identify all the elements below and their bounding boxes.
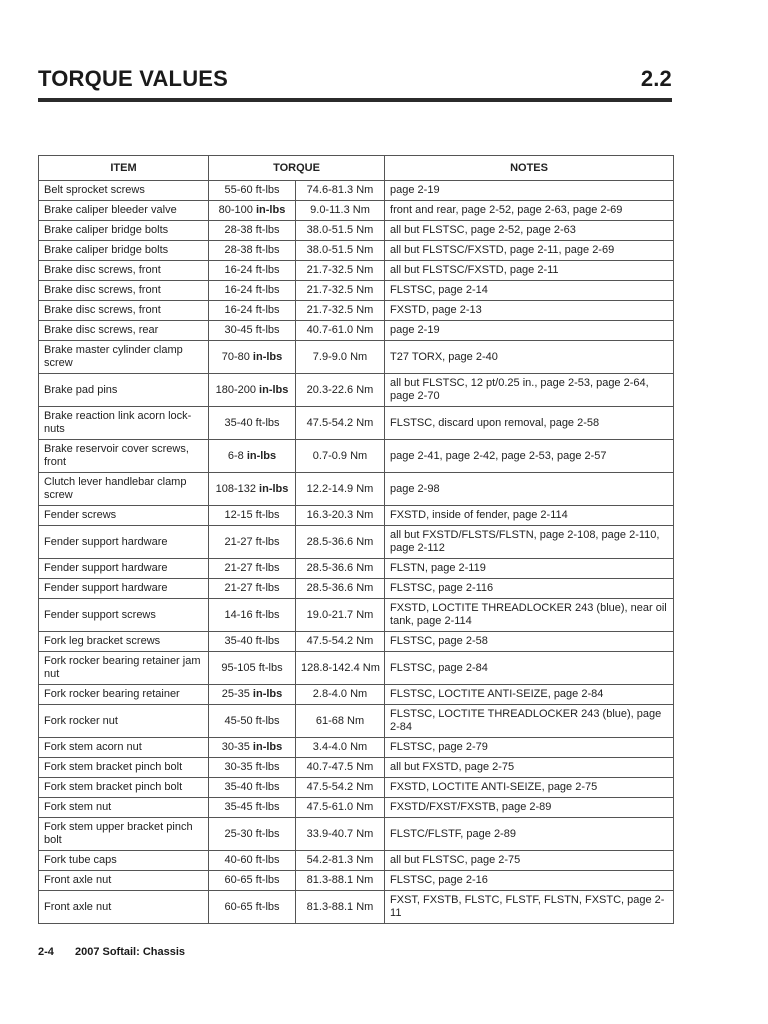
table-row	[39, 738, 674, 758]
torque-imperial-value: 35-45	[224, 801, 253, 813]
item-cell: Fender screws	[39, 506, 209, 526]
torque-imperial-unit: in-lbs	[246, 449, 277, 462]
item-cell: Fork leg bracket screws	[39, 632, 209, 652]
torque-imperial-unit: ft-lbs	[255, 264, 280, 276]
table-row	[39, 851, 674, 871]
torque-metric-cell: 47.5-54.2 Nm	[296, 407, 385, 440]
torque-imperial-value: 14-16	[224, 608, 253, 621]
item-cell: Fender support hardware	[39, 526, 209, 559]
torque-imperial-value: 108-132	[215, 482, 256, 495]
table-body	[39, 181, 674, 924]
table-row	[39, 599, 674, 632]
notes-cell: FXSTD, LOCTITE ANTI-SEIZE, page 2-75	[385, 778, 674, 798]
torque-imperial-value: 45-50	[224, 714, 253, 727]
torque-metric-cell: 7.9-9.0 Nm	[296, 341, 385, 374]
column-header-notes: NOTES	[385, 156, 674, 181]
torque-imperial-unit: ft-lbs	[255, 827, 280, 840]
notes-cell: all but FLSTSC, 12 pt/0.25 in., page 2-53, page 2-64, page 2-70	[385, 374, 674, 407]
table-header	[39, 156, 674, 181]
torque-imperial-cell	[209, 705, 296, 738]
torque-metric-cell: 81.3-88.1 Nm	[296, 891, 385, 924]
torque-imperial-cell	[209, 181, 296, 201]
torque-metric-cell: 21.7-32.5 Nm	[296, 261, 385, 281]
item-cell: Brake master cylinder clamp screw	[39, 341, 209, 374]
torque-metric-cell: 38.0-51.5 Nm	[296, 221, 385, 241]
torque-imperial-unit: ft-lbs	[255, 224, 280, 236]
item-cell: Fork tube caps	[39, 851, 209, 871]
notes-cell: FLSTSC, page 2-116	[385, 579, 674, 599]
column-header-torque: TORQUE	[209, 156, 385, 181]
item-cell: Brake disc screws, rear	[39, 321, 209, 341]
torque-imperial-cell	[209, 818, 296, 851]
torque-imperial-cell	[209, 201, 296, 221]
torque-imperial-value: 55-60	[224, 184, 253, 196]
torque-metric-cell: 28.5-36.6 Nm	[296, 526, 385, 559]
torque-imperial-unit: in-lbs	[252, 688, 283, 700]
torque-metric-cell: 16.3-20.3 Nm	[296, 506, 385, 526]
torque-metric-cell: 0.7-0.9 Nm	[296, 440, 385, 473]
notes-cell: page 2-19	[385, 321, 674, 341]
item-cell: Brake caliper bridge bolts	[39, 221, 209, 241]
table-row	[39, 652, 674, 685]
notes-cell: FLSTC/FLSTF, page 2-89	[385, 818, 674, 851]
torque-imperial-cell	[209, 407, 296, 440]
item-cell: Fork stem bracket pinch bolt	[39, 758, 209, 778]
torque-metric-cell: 128.8-142.4 Nm	[296, 652, 385, 685]
torque-imperial-unit: ft-lbs	[255, 562, 280, 574]
torque-imperial-value: 180-200	[215, 383, 256, 396]
torque-imperial-cell	[209, 758, 296, 778]
page-number: 2-4	[38, 946, 54, 958]
item-cell: Brake disc screws, front	[39, 261, 209, 281]
torque-imperial-cell	[209, 374, 296, 407]
torque-metric-cell: 61-68 Nm	[296, 705, 385, 738]
table-row	[39, 891, 674, 924]
torque-metric-cell: 38.0-51.5 Nm	[296, 241, 385, 261]
torque-imperial-cell	[209, 579, 296, 599]
item-cell: Fork stem nut	[39, 798, 209, 818]
item-cell: Brake disc screws, front	[39, 301, 209, 321]
torque-imperial-value: 16-24	[224, 304, 253, 316]
torque-imperial-value: 25-30	[224, 827, 253, 840]
torque-imperial-cell	[209, 221, 296, 241]
table-row	[39, 685, 674, 705]
torque-metric-cell: 47.5-54.2 Nm	[296, 632, 385, 652]
torque-imperial-unit: ft-lbs	[255, 801, 280, 813]
header-rule	[38, 98, 672, 102]
torque-imperial-cell	[209, 798, 296, 818]
torque-metric-cell: 33.9-40.7 Nm	[296, 818, 385, 851]
notes-cell: all but FLSTSC/FXSTD, page 2-11	[385, 261, 674, 281]
torque-imperial-value: 16-24	[224, 284, 253, 296]
table-row	[39, 201, 674, 221]
notes-cell: FLSTSC, page 2-14	[385, 281, 674, 301]
torque-imperial-unit: ft-lbs	[255, 874, 280, 886]
table-row	[39, 818, 674, 851]
torque-imperial-cell	[209, 871, 296, 891]
item-cell: Fork stem upper bracket pinch bolt	[39, 818, 209, 851]
notes-cell: FXSTD, LOCTITE THREADLOCKER 243 (blue), near oil tank, page 2-114	[385, 599, 674, 632]
torque-imperial-value: 60-65	[224, 874, 253, 886]
torque-imperial-cell	[209, 341, 296, 374]
torque-imperial-cell	[209, 559, 296, 579]
torque-imperial-unit: in-lbs	[252, 350, 283, 363]
item-cell: Brake pad pins	[39, 374, 209, 407]
torque-imperial-value: 28-38	[224, 224, 253, 236]
torque-imperial-cell	[209, 321, 296, 341]
torque-metric-cell: 28.5-36.6 Nm	[296, 579, 385, 599]
table-row	[39, 181, 674, 201]
table-row	[39, 579, 674, 599]
notes-cell: all but FXSTD/FLSTS/FLSTN, page 2-108, page 2-110, page 2-112	[385, 526, 674, 559]
torque-metric-cell: 9.0-11.3 Nm	[296, 201, 385, 221]
footer-title: 2007 Softail: Chassis	[74, 946, 186, 958]
torque-imperial-cell	[209, 281, 296, 301]
torque-metric-cell: 12.2-14.9 Nm	[296, 473, 385, 506]
torque-imperial-cell	[209, 891, 296, 924]
torque-imperial-unit: ft-lbs	[255, 714, 280, 727]
torque-metric-cell: 81.3-88.1 Nm	[296, 871, 385, 891]
table-row	[39, 341, 674, 374]
notes-cell: all but FLSTSC, page 2-52, page 2-63	[385, 221, 674, 241]
table-row	[39, 321, 674, 341]
notes-cell: all but FXSTD, page 2-75	[385, 758, 674, 778]
torque-imperial-value: 21-27	[224, 535, 253, 548]
torque-imperial-cell	[209, 778, 296, 798]
torque-metric-cell: 3.4-4.0 Nm	[296, 738, 385, 758]
item-cell: Front axle nut	[39, 871, 209, 891]
torque-imperial-unit: ft-lbs	[255, 900, 280, 913]
torque-imperial-value: 28-38	[224, 244, 253, 256]
table-row	[39, 778, 674, 798]
table-row	[39, 473, 674, 506]
torque-imperial-unit: ft-lbs	[255, 324, 280, 336]
torque-metric-cell: 2.8-4.0 Nm	[296, 685, 385, 705]
table-row	[39, 241, 674, 261]
torque-imperial-unit: ft-lbs	[255, 184, 280, 196]
notes-cell: FLSTSC, LOCTITE ANTI-SEIZE, page 2-84	[385, 685, 674, 705]
table-row	[39, 871, 674, 891]
notes-cell: FLSTSC, LOCTITE THREADLOCKER 243 (blue), page 2-84	[385, 705, 674, 738]
notes-cell: all but FLSTSC/FXSTD, page 2-11, page 2-69	[385, 241, 674, 261]
torque-imperial-unit: ft-lbs	[255, 304, 280, 316]
notes-cell: page 2-41, page 2-42, page 2-53, page 2-57	[385, 440, 674, 473]
item-cell: Belt sprocket screws	[39, 181, 209, 201]
torque-imperial-unit: in-lbs	[259, 383, 289, 396]
torque-imperial-cell	[209, 261, 296, 281]
torque-imperial-cell	[209, 473, 296, 506]
table-row	[39, 559, 674, 579]
torque-metric-cell: 21.7-32.5 Nm	[296, 281, 385, 301]
notes-cell: FXST, FXSTB, FLSTC, FLSTF, FLSTN, FXSTC, page 2-11	[385, 891, 674, 924]
torque-imperial-value: 60-65	[224, 900, 253, 913]
table-row	[39, 301, 674, 321]
table-row	[39, 758, 674, 778]
torque-imperial-value: 30-45	[224, 324, 253, 336]
torque-imperial-unit: ft-lbs	[255, 416, 280, 429]
notes-cell: FLSTSC, page 2-58	[385, 632, 674, 652]
notes-cell: page 2-98	[385, 473, 674, 506]
torque-imperial-cell	[209, 440, 296, 473]
torque-metric-cell: 21.7-32.5 Nm	[296, 301, 385, 321]
table-row	[39, 261, 674, 281]
item-cell: Fork rocker bearing retainer	[39, 685, 209, 705]
notes-cell: FXSTD/FXST/FXSTB, page 2-89	[385, 798, 674, 818]
table-row	[39, 526, 674, 559]
notes-cell: all but FLSTSC, page 2-75	[385, 851, 674, 871]
torque-metric-cell: 54.2-81.3 Nm	[296, 851, 385, 871]
torque-metric-cell: 40.7-61.0 Nm	[296, 321, 385, 341]
torque-imperial-cell	[209, 506, 296, 526]
torque-imperial-value: 40-60	[224, 854, 253, 866]
torque-metric-cell: 28.5-36.6 Nm	[296, 559, 385, 579]
item-cell: Fender support screws	[39, 599, 209, 632]
torque-metric-cell: 47.5-54.2 Nm	[296, 778, 385, 798]
item-cell: Brake reaction link acorn lock-nuts	[39, 407, 209, 440]
table-row	[39, 374, 674, 407]
table-row	[39, 221, 674, 241]
torque-imperial-unit: ft-lbs	[258, 661, 283, 674]
item-cell: Brake caliper bleeder valve	[39, 201, 209, 221]
page-header	[38, 66, 672, 92]
item-cell: Brake disc screws, front	[39, 281, 209, 301]
torque-imperial-cell	[209, 526, 296, 559]
item-cell: Fork stem acorn nut	[39, 738, 209, 758]
torque-imperial-unit: in-lbs	[259, 482, 289, 495]
torque-imperial-unit: in-lbs	[255, 204, 286, 216]
torque-imperial-value: 95-105	[221, 661, 256, 674]
section-number: 2.2	[640, 66, 672, 91]
torque-imperial-value: 30-35	[221, 741, 250, 753]
torque-imperial-cell	[209, 599, 296, 632]
torque-imperial-cell	[209, 738, 296, 758]
torque-imperial-value: 30-35	[224, 761, 253, 773]
torque-imperial-unit: in-lbs	[252, 741, 283, 753]
torque-imperial-cell	[209, 301, 296, 321]
item-cell: Fork rocker nut	[39, 705, 209, 738]
notes-cell: FLSTSC, page 2-84	[385, 652, 674, 685]
torque-imperial-value: 21-27	[224, 582, 253, 594]
torque-imperial-value: 35-40	[224, 781, 253, 793]
torque-imperial-cell	[209, 685, 296, 705]
page-footer	[38, 946, 185, 958]
torque-metric-cell: 47.5-61.0 Nm	[296, 798, 385, 818]
torque-imperial-value: 21-27	[224, 562, 253, 574]
item-cell: Fender support hardware	[39, 579, 209, 599]
torque-imperial-value: 12-15	[224, 509, 253, 521]
item-cell: Fork rocker bearing retainer jam nut	[39, 652, 209, 685]
notes-cell: FLSTSC, discard upon removal, page 2-58	[385, 407, 674, 440]
torque-imperial-unit: ft-lbs	[255, 535, 280, 548]
table-row	[39, 440, 674, 473]
item-cell: Clutch lever handlebar clamp screw	[39, 473, 209, 506]
torque-metric-cell: 40.7-47.5 Nm	[296, 758, 385, 778]
torque-imperial-value: 6-8	[227, 449, 244, 462]
table-row	[39, 705, 674, 738]
column-header-item: ITEM	[39, 156, 209, 181]
item-cell: Front axle nut	[39, 891, 209, 924]
table-row	[39, 798, 674, 818]
table-row	[39, 506, 674, 526]
torque-imperial-unit: ft-lbs	[255, 244, 280, 256]
torque-metric-cell: 19.0-21.7 Nm	[296, 599, 385, 632]
torque-metric-cell: 20.3-22.6 Nm	[296, 374, 385, 407]
torque-values-table	[38, 155, 674, 924]
torque-imperial-value: 70-80	[221, 350, 250, 363]
item-cell: Fender support hardware	[39, 559, 209, 579]
notes-cell: FLSTN, page 2-119	[385, 559, 674, 579]
torque-imperial-unit: ft-lbs	[255, 509, 280, 521]
item-cell: Brake reservoir cover screws, front	[39, 440, 209, 473]
torque-imperial-value: 35-40	[224, 635, 253, 647]
item-cell: Fork stem bracket pinch bolt	[39, 778, 209, 798]
notes-cell: FLSTSC, page 2-79	[385, 738, 674, 758]
torque-imperial-unit: ft-lbs	[255, 582, 280, 594]
page-title: TORQUE VALUES	[38, 66, 229, 91]
torque-imperial-unit: ft-lbs	[255, 284, 280, 296]
torque-imperial-cell	[209, 652, 296, 685]
torque-imperial-value: 35-40	[224, 416, 253, 429]
torque-imperial-unit: ft-lbs	[255, 608, 280, 621]
notes-cell: FXSTD, inside of fender, page 2-114	[385, 506, 674, 526]
torque-metric-cell: 74.6-81.3 Nm	[296, 181, 385, 201]
torque-imperial-cell	[209, 851, 296, 871]
torque-imperial-value: 25-35	[221, 688, 250, 700]
torque-imperial-unit: ft-lbs	[255, 854, 280, 866]
torque-imperial-unit: ft-lbs	[255, 781, 280, 793]
torque-imperial-unit: ft-lbs	[255, 761, 280, 773]
torque-imperial-cell	[209, 632, 296, 652]
notes-cell: T27 TORX, page 2-40	[385, 341, 674, 374]
table-row	[39, 281, 674, 301]
notes-cell: FLSTSC, page 2-16	[385, 871, 674, 891]
notes-cell: page 2-19	[385, 181, 674, 201]
item-cell: Brake caliper bridge bolts	[39, 241, 209, 261]
notes-cell: FXSTD, page 2-13	[385, 301, 674, 321]
table-row	[39, 632, 674, 652]
torque-imperial-unit: ft-lbs	[255, 635, 280, 647]
table-row	[39, 407, 674, 440]
torque-imperial-value: 80-100	[218, 204, 253, 216]
torque-imperial-cell	[209, 241, 296, 261]
torque-imperial-value: 16-24	[224, 264, 253, 276]
notes-cell: front and rear, page 2-52, page 2-63, page 2-69	[385, 201, 674, 221]
